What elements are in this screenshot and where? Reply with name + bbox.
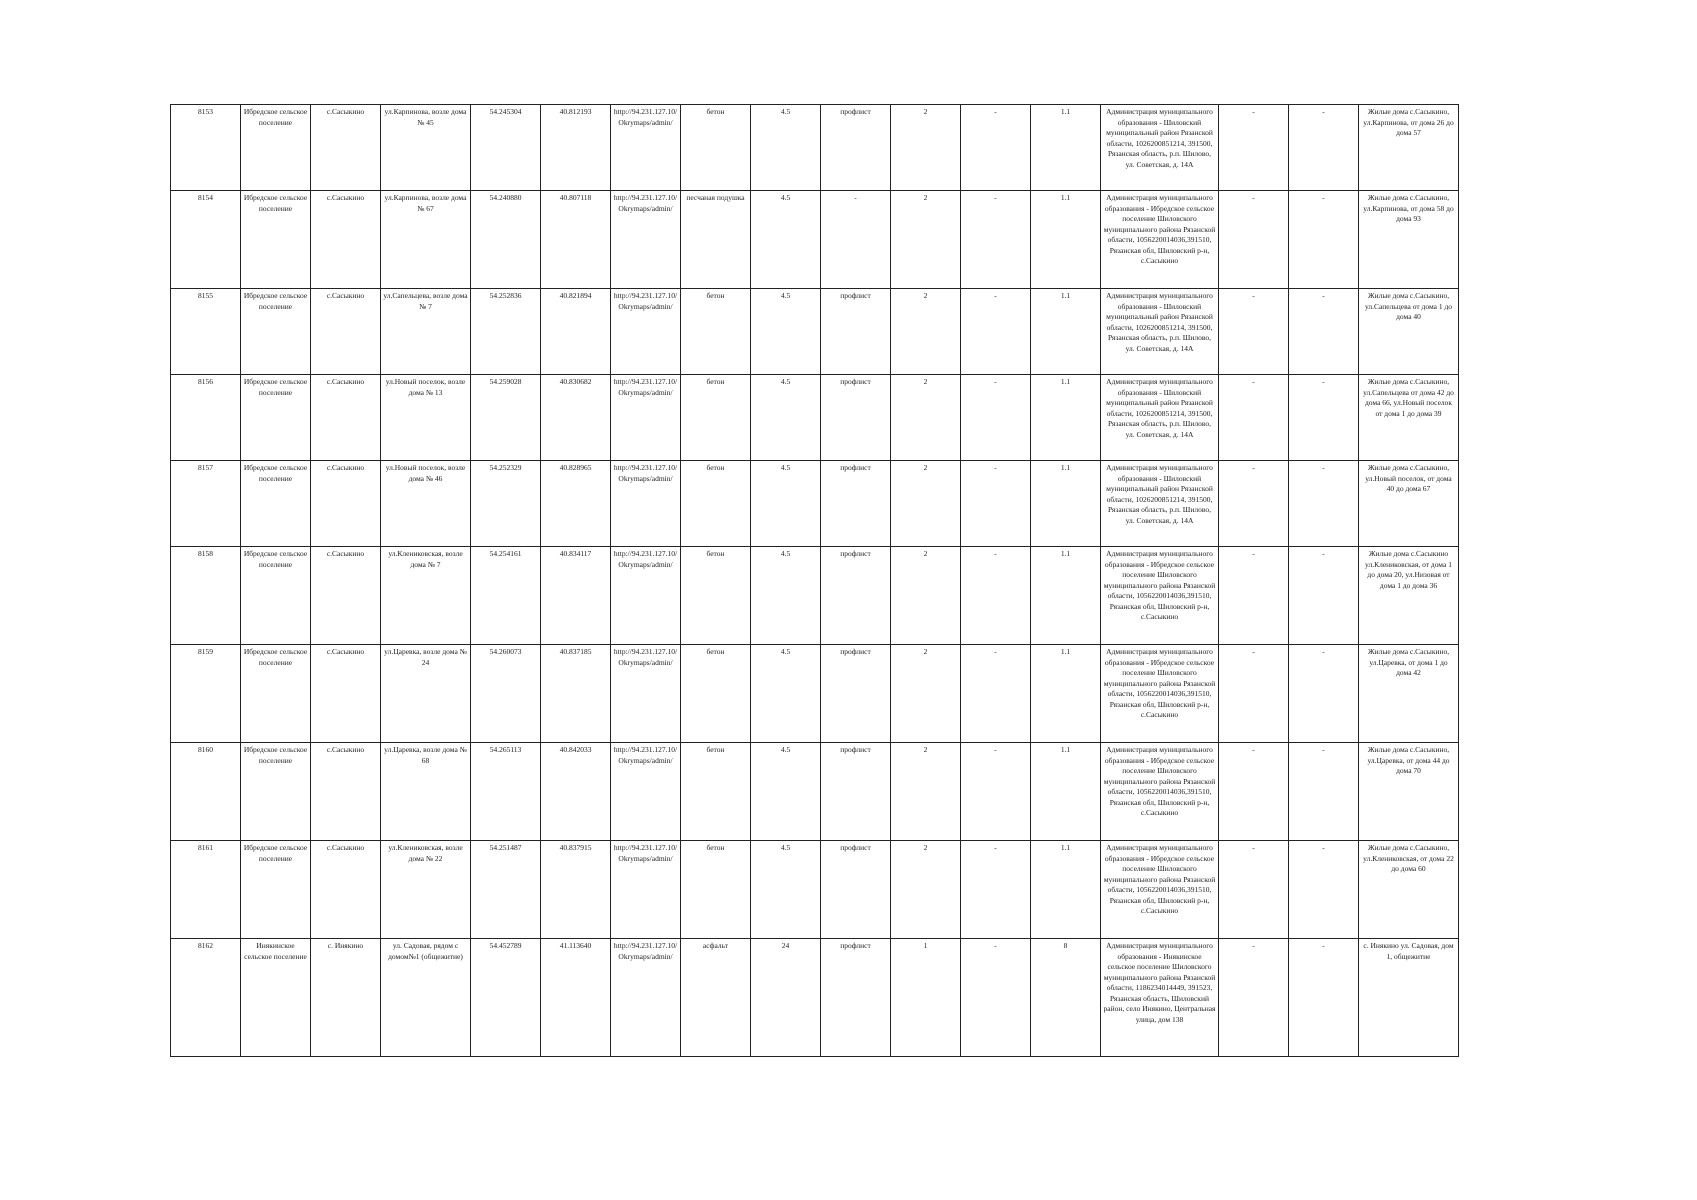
latitude-cell: 54.259028 [471, 375, 541, 461]
containers-cell: 2 [891, 289, 961, 375]
surface-cell: песчаная подушка [681, 191, 751, 289]
row-number-cell: 8156 [171, 375, 241, 461]
latitude-cell: 54.252836 [471, 289, 541, 375]
link-cell[interactable]: http://94.231.127.10/Okrymaps/admin/ [611, 289, 681, 375]
address-cell: ул. Садовая, рядом с домом№1 (общежитие) [381, 939, 471, 1057]
address-cell: ул.Карпинова, возле дома № 67 [381, 191, 471, 289]
address-cell: ул.Царевка, возле дома № 68 [381, 743, 471, 841]
table-row [171, 461, 1459, 547]
containers-cell: 2 [891, 191, 961, 289]
containers-cell: 2 [891, 841, 961, 939]
fence-cell: профлист [821, 375, 891, 461]
address-cell: ул.Клениковская, возле дома № 7 [381, 547, 471, 645]
extra-cell-1: - [1219, 841, 1289, 939]
latitude-cell: 54.251487 [471, 841, 541, 939]
settlement-cell: Ибредское сельское поселение [241, 547, 311, 645]
surface-cell: бетон [681, 289, 751, 375]
planned-cell: - [961, 645, 1031, 743]
extra-cell-1: - [1219, 289, 1289, 375]
latitude-cell: 54.245304 [471, 105, 541, 191]
owner-cell: Администрация муниципального образования - Ибредское сельское поселение Шиловского муниципального района Рязанской области, 1056220014036,391510, Рязанская обл, Шиловский р-н, с.Сасыкино [1101, 645, 1219, 743]
table-row [171, 841, 1459, 939]
extra-cell-2: - [1289, 645, 1359, 743]
owner-cell: Администрация муниципального образования - Шиловский муниципальный район Рязанской области, 1026200851214, 391500, Рязанская область, р.п. Шилово, ул. Советская, д. 14А [1101, 105, 1219, 191]
surface-cell: бетон [681, 105, 751, 191]
locality-cell: с. Инякино [311, 939, 381, 1057]
garbage-sites-table [170, 104, 1459, 1057]
fence-cell: - [821, 191, 891, 289]
row-number-cell: 8160 [171, 743, 241, 841]
surface-cell: бетон [681, 375, 751, 461]
surface-cell: бетон [681, 743, 751, 841]
table-row [171, 375, 1459, 461]
area-cell: 4.5 [751, 841, 821, 939]
extra-cell-1: - [1219, 375, 1289, 461]
extra-cell-1: - [1219, 645, 1289, 743]
containers-cell: 2 [891, 105, 961, 191]
latitude-cell: 54.265113 [471, 743, 541, 841]
locality-cell: с.Сасыкино [311, 645, 381, 743]
locality-cell: с.Сасыкино [311, 105, 381, 191]
planned-cell: - [961, 743, 1031, 841]
latitude-cell: 54.240880 [471, 191, 541, 289]
longitude-cell: 40.837915 [541, 841, 611, 939]
fence-cell: профлист [821, 645, 891, 743]
owner-cell: Администрация муниципального образования - Ибредское сельское поселение Шиловского муниципального района Рязанской области, 1056220014036,391510, Рязанская обл, Шиловский р-н, с.Сасыкино [1101, 191, 1219, 289]
table-row [171, 645, 1459, 743]
planned-cell: - [961, 289, 1031, 375]
planned-cell: - [961, 841, 1031, 939]
containers-cell: 1 [891, 939, 961, 1057]
owner-cell: Администрация муниципального образования - Шиловский муниципальный район Рязанской области, 1026200851214, 391500, Рязанская область, р.п. Шилово, ул. Советская, д. 14А [1101, 461, 1219, 547]
row-number-cell: 8162 [171, 939, 241, 1057]
link-cell[interactable]: http://94.231.127.10/Okrymaps/admin/ [611, 939, 681, 1057]
settlement-cell: Ибредское сельское поселение [241, 105, 311, 191]
longitude-cell: 40.834117 [541, 547, 611, 645]
address-cell: ул.Царевка, возле дома № 24 [381, 645, 471, 743]
area-cell: 4.5 [751, 743, 821, 841]
extra-cell-2: - [1289, 191, 1359, 289]
volume-cell: 1.1 [1031, 841, 1101, 939]
link-cell[interactable]: http://94.231.127.10/Okrymaps/admin/ [611, 743, 681, 841]
row-number-cell: 8154 [171, 191, 241, 289]
longitude-cell: 40.830682 [541, 375, 611, 461]
waste-sources-cell: Жилые дома с.Сасыкино, ул.Сапельцева от дома 1 до дома 40 [1359, 289, 1459, 375]
surface-cell: асфальт [681, 939, 751, 1057]
volume-cell: 1.1 [1031, 191, 1101, 289]
extra-cell-1: - [1219, 191, 1289, 289]
volume-cell: 1.1 [1031, 743, 1101, 841]
longitude-cell: 40.837185 [541, 645, 611, 743]
row-number-cell: 8161 [171, 841, 241, 939]
row-number-cell: 8155 [171, 289, 241, 375]
owner-cell: Администрация муниципального образования - Ибредское сельское поселение Шиловского муниципального района Рязанской области, 1056220014036,391510, Рязанская обл, Шиловский р-н, с.Сасыкино [1101, 841, 1219, 939]
containers-cell: 2 [891, 743, 961, 841]
link-cell[interactable]: http://94.231.127.10/Okrymaps/admin/ [611, 547, 681, 645]
volume-cell: 1.1 [1031, 105, 1101, 191]
link-cell[interactable]: http://94.231.127.10/Okrymaps/admin/ [611, 105, 681, 191]
extra-cell-2: - [1289, 743, 1359, 841]
owner-cell: Администрация муниципального образования - Ибредское сельское поселение Шиловского муниципального района Рязанской области, 1056220014036,391510, Рязанская обл, Шиловский р-н, с.Сасыкино [1101, 743, 1219, 841]
settlement-cell: Ибредское сельское поселение [241, 375, 311, 461]
fence-cell: профлист [821, 841, 891, 939]
latitude-cell: 54.254161 [471, 547, 541, 645]
settlement-cell: Ибредское сельское поселение [241, 841, 311, 939]
fence-cell: профлист [821, 939, 891, 1057]
table-body [171, 105, 1459, 1057]
waste-sources-cell: Жилые дома с.Сасыкино ул.Клениковская, от дома 1 до дома 20, ул.Низовая от дома 1 до дома 36 [1359, 547, 1459, 645]
address-cell: ул.Сапельцева, возле дома № 7 [381, 289, 471, 375]
address-cell: ул.Карпинова, возле дома № 45 [381, 105, 471, 191]
waste-sources-cell: с. Инякино ул. Садовая, дом 1, общежитие [1359, 939, 1459, 1057]
locality-cell: с.Сасыкино [311, 375, 381, 461]
planned-cell: - [961, 105, 1031, 191]
owner-cell: Администрация муниципального образования - Шиловский муниципальный район Рязанской области, 1026200851214, 391500, Рязанская область, р.п. Шилово, ул. Советская, д. 14А [1101, 375, 1219, 461]
waste-sources-cell: Жилые дома с.Сасыкино, ул.Новый поселок, от дома 40 до дома 67 [1359, 461, 1459, 547]
area-cell: 24 [751, 939, 821, 1057]
surface-cell: бетон [681, 841, 751, 939]
settlement-cell: Ибредское сельское поселение [241, 289, 311, 375]
link-cell[interactable]: http://94.231.127.10/Okrymaps/admin/ [611, 841, 681, 939]
volume-cell: 1.1 [1031, 547, 1101, 645]
extra-cell-2: - [1289, 105, 1359, 191]
owner-cell: Администрация муниципального образования - Инякинское сельское поселение Шиловского муниципального района Рязанской области, 1186234014449, 391523, Рязанская область, Шиловский район, село Инякино, Центральная улица, дом 138 [1101, 939, 1219, 1057]
extra-cell-1: - [1219, 105, 1289, 191]
area-cell: 4.5 [751, 191, 821, 289]
address-cell: ул.Новый поселок, возле дома № 46 [381, 461, 471, 547]
waste-sources-cell: Жилые дома с.Сасыкино, ул.Сапельцева от дома 42 до дома 66, ул.Новый поселок от дома 1 до дома 39 [1359, 375, 1459, 461]
latitude-cell: 54.452789 [471, 939, 541, 1057]
fence-cell: профлист [821, 105, 891, 191]
volume-cell: 8 [1031, 939, 1101, 1057]
extra-cell-1: - [1219, 547, 1289, 645]
settlement-cell: Ибредское сельское поселение [241, 743, 311, 841]
settlement-cell: Ибредское сельское поселение [241, 461, 311, 547]
volume-cell: 1.1 [1031, 461, 1101, 547]
link-cell[interactable]: http://94.231.127.10/Okrymaps/admin/ [611, 645, 681, 743]
waste-sources-cell: Жилые дома с.Сасыкино, ул.Карпинова, от дома 26 до дома 57 [1359, 105, 1459, 191]
extra-cell-2: - [1289, 375, 1359, 461]
fence-cell: профлист [821, 461, 891, 547]
row-number-cell: 8153 [171, 105, 241, 191]
row-number-cell: 8158 [171, 547, 241, 645]
surface-cell: бетон [681, 461, 751, 547]
containers-cell: 2 [891, 375, 961, 461]
fence-cell: профлист [821, 743, 891, 841]
containers-cell: 2 [891, 461, 961, 547]
volume-cell: 1.1 [1031, 375, 1101, 461]
owner-cell: Администрация муниципального образования - Ибредское сельское поселение Шиловского муниципального района Рязанской области, 1056220014036,391510, Рязанская обл, Шиловский р-н, с.Сасыкино [1101, 547, 1219, 645]
planned-cell: - [961, 461, 1031, 547]
table-row [171, 939, 1459, 1057]
longitude-cell: 40.842033 [541, 743, 611, 841]
area-cell: 4.5 [751, 289, 821, 375]
surface-cell: бетон [681, 645, 751, 743]
link-cell[interactable]: http://94.231.127.10/Okrymaps/admin/ [611, 461, 681, 547]
area-cell: 4.5 [751, 461, 821, 547]
settlement-cell: Ибредское сельское поселение [241, 191, 311, 289]
table-row [171, 191, 1459, 289]
row-number-cell: 8159 [171, 645, 241, 743]
area-cell: 4.5 [751, 547, 821, 645]
locality-cell: с.Сасыкино [311, 547, 381, 645]
table-row [171, 105, 1459, 191]
longitude-cell: 40.812193 [541, 105, 611, 191]
extra-cell-1: - [1219, 743, 1289, 841]
address-cell: ул.Клениковская, возле дома № 22 [381, 841, 471, 939]
area-cell: 4.5 [751, 645, 821, 743]
link-cell[interactable]: http://94.231.127.10/Okrymaps/admin/ [611, 375, 681, 461]
extra-cell-2: - [1289, 939, 1359, 1057]
longitude-cell: 40.828965 [541, 461, 611, 547]
fence-cell: профлист [821, 289, 891, 375]
longitude-cell: 40.821894 [541, 289, 611, 375]
latitude-cell: 54.252329 [471, 461, 541, 547]
table-row [171, 547, 1459, 645]
planned-cell: - [961, 547, 1031, 645]
containers-cell: 2 [891, 645, 961, 743]
owner-cell: Администрация муниципального образования - Шиловский муниципальный район Рязанской области, 1026200851214, 391500, Рязанская область, р.п. Шилово, ул. Советская, д. 14А [1101, 289, 1219, 375]
extra-cell-2: - [1289, 289, 1359, 375]
planned-cell: - [961, 191, 1031, 289]
waste-sources-cell: Жилые дома с.Сасыкино, ул.Карпинова, от дома 58 до дома 93 [1359, 191, 1459, 289]
address-cell: ул.Новый поселок, возле дома № 13 [381, 375, 471, 461]
latitude-cell: 54.260073 [471, 645, 541, 743]
extra-cell-2: - [1289, 841, 1359, 939]
surface-cell: бетон [681, 547, 751, 645]
row-number-cell: 8157 [171, 461, 241, 547]
extra-cell-2: - [1289, 461, 1359, 547]
settlement-cell: Ибредское сельское поселение [241, 645, 311, 743]
planned-cell: - [961, 939, 1031, 1057]
planned-cell: - [961, 375, 1031, 461]
locality-cell: с.Сасыкино [311, 191, 381, 289]
locality-cell: с.Сасыкино [311, 743, 381, 841]
longitude-cell: 41.113640 [541, 939, 611, 1057]
locality-cell: с.Сасыкино [311, 461, 381, 547]
waste-sources-cell: Жилые дома с.Сасыкино, ул.Царевка, от дома 44 до дома 70 [1359, 743, 1459, 841]
settlement-cell: Инякинское сельское поселение [241, 939, 311, 1057]
area-cell: 4.5 [751, 375, 821, 461]
table-row [171, 743, 1459, 841]
extra-cell-1: - [1219, 939, 1289, 1057]
locality-cell: с.Сасыкино [311, 841, 381, 939]
extra-cell-2: - [1289, 547, 1359, 645]
longitude-cell: 40.807118 [541, 191, 611, 289]
link-cell[interactable]: http://94.231.127.10/Okrymaps/admin/ [611, 191, 681, 289]
area-cell: 4.5 [751, 105, 821, 191]
containers-cell: 2 [891, 547, 961, 645]
extra-cell-1: - [1219, 461, 1289, 547]
table-row [171, 289, 1459, 375]
locality-cell: с.Сасыкино [311, 289, 381, 375]
volume-cell: 1.1 [1031, 289, 1101, 375]
waste-sources-cell: Жилые дома с.Сасыкино, ул.Царевка, от дома 1 до дома 42 [1359, 645, 1459, 743]
waste-sources-cell: Жилые дома с.Сасыкино, ул.Клениковская, от дома 22 до дома 60 [1359, 841, 1459, 939]
volume-cell: 1.1 [1031, 645, 1101, 743]
fence-cell: профлист [821, 547, 891, 645]
